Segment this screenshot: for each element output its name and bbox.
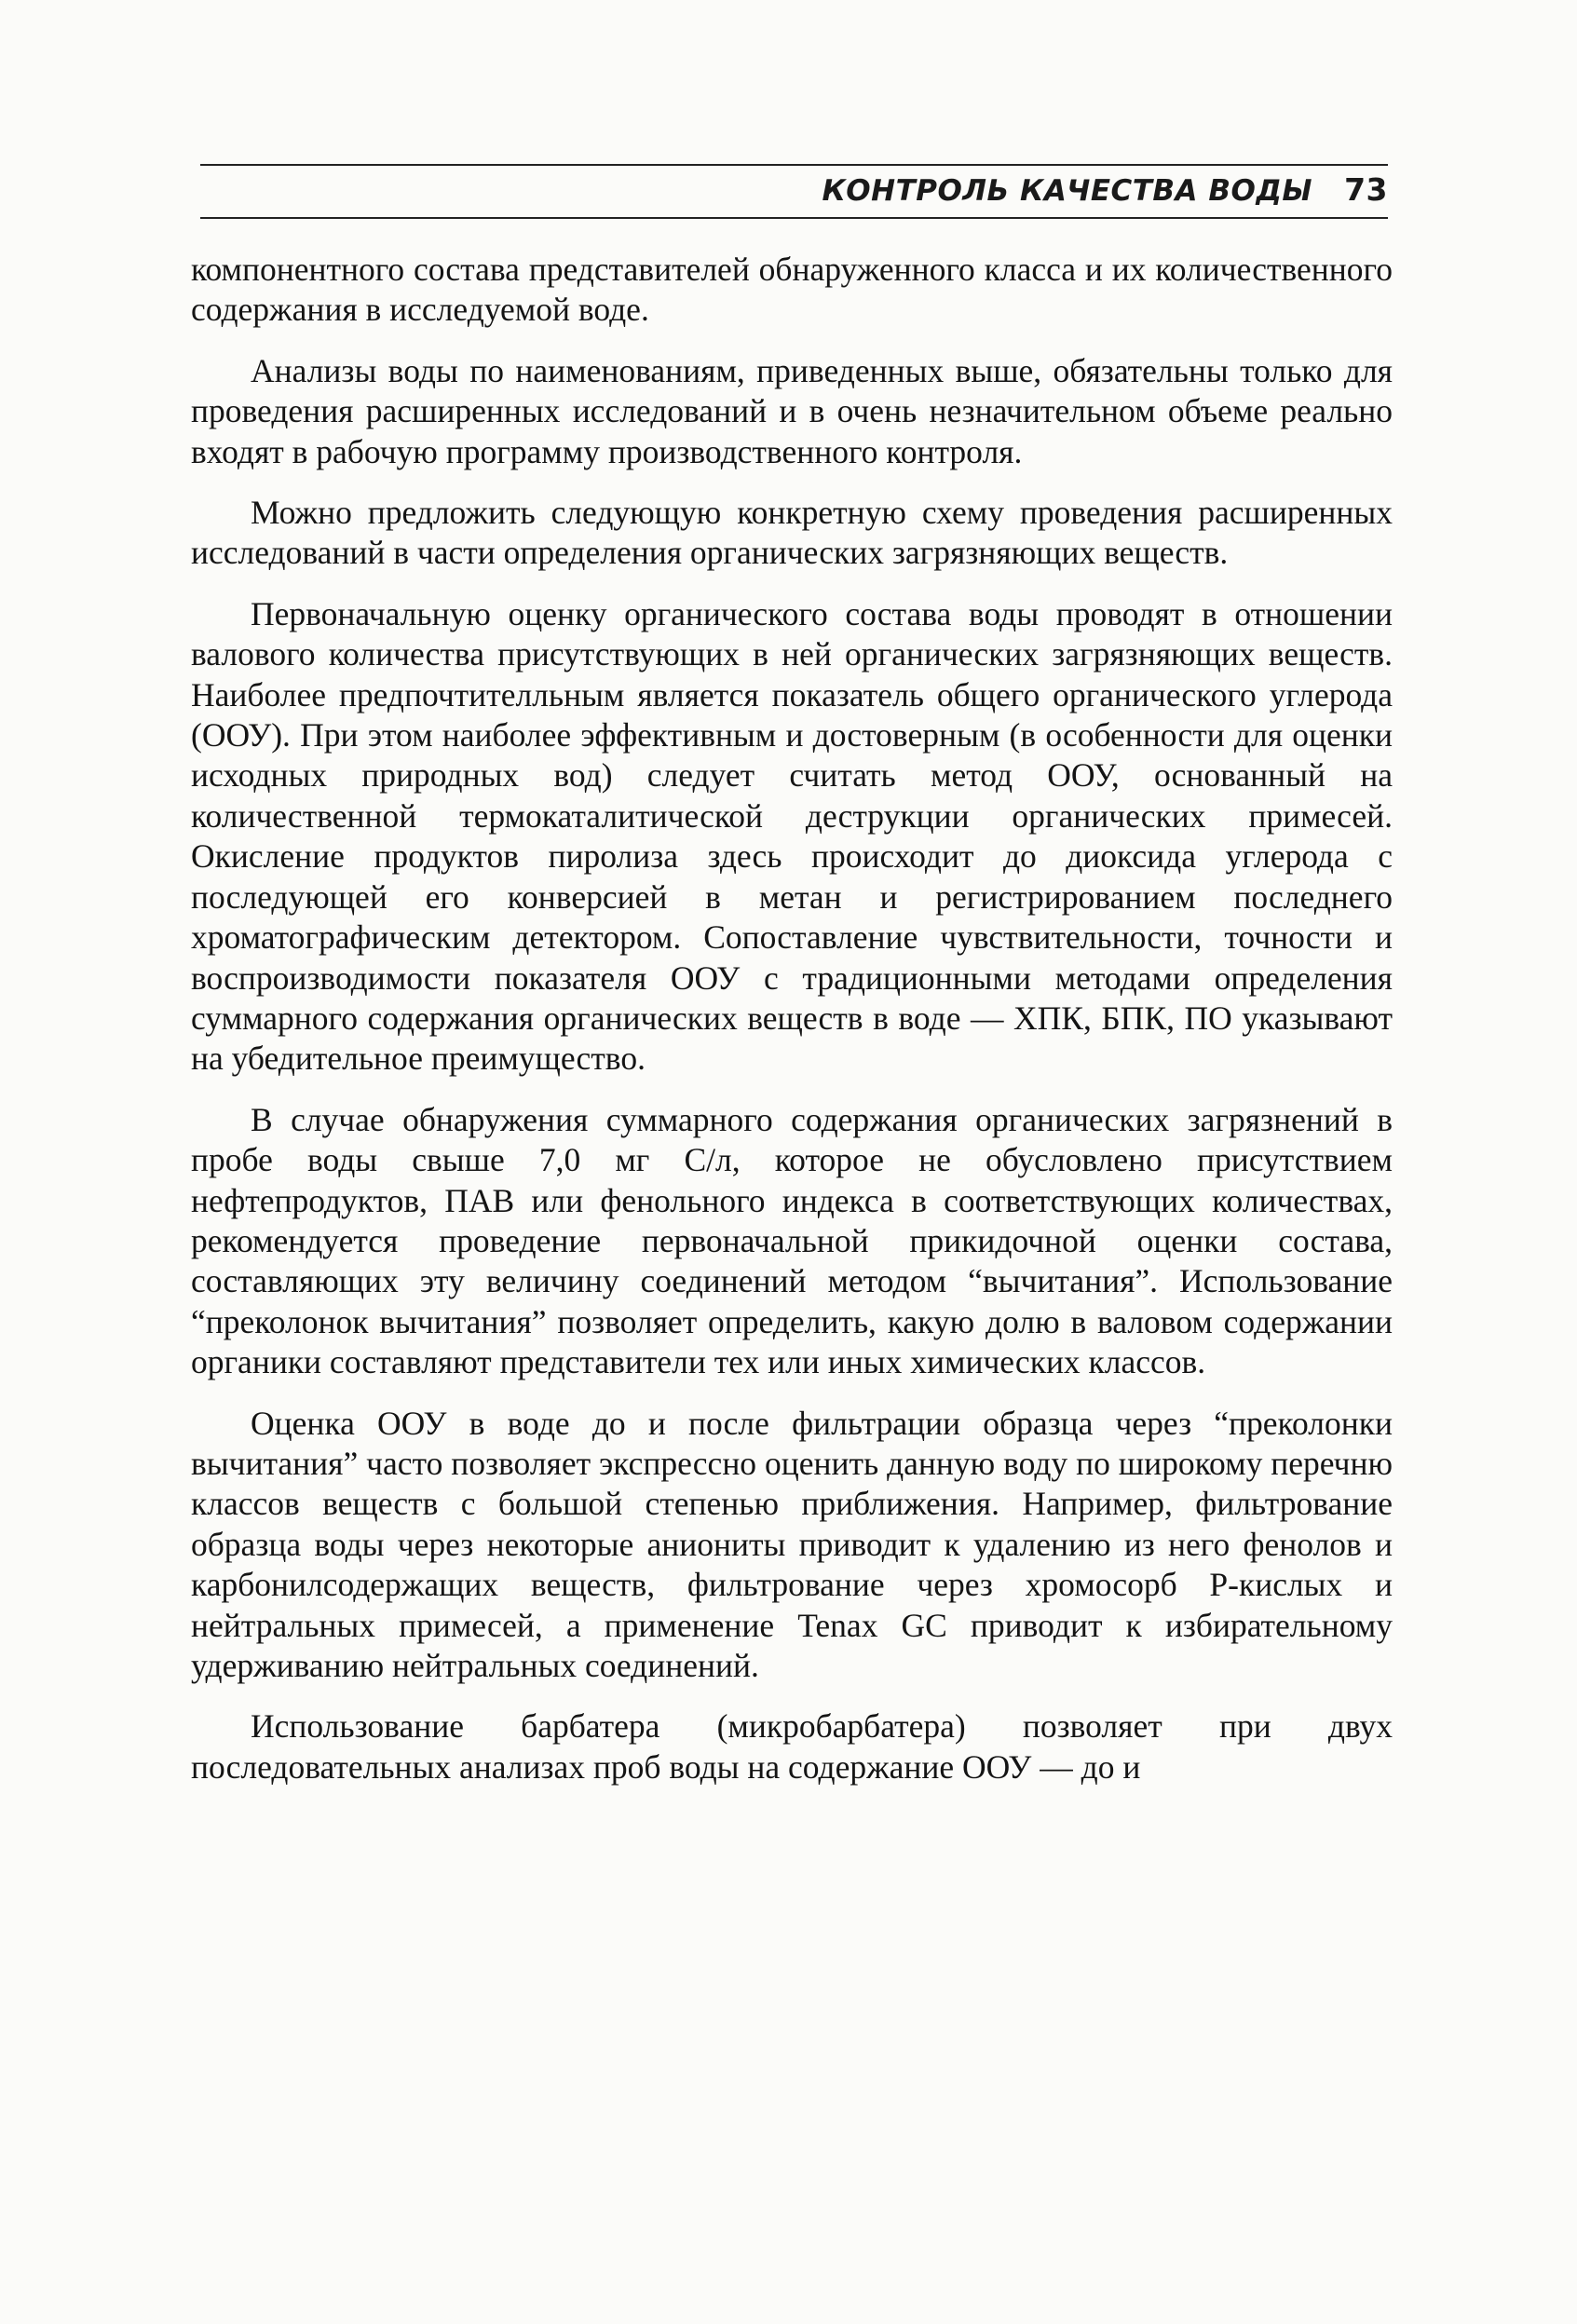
header-rule-bottom	[200, 217, 1388, 219]
running-title: КОНТРОЛЬ КАЧЕСТВА ВОДЫ	[822, 174, 1313, 208]
header-rule-top	[200, 164, 1388, 166]
paragraph-continuation: компонентного состава представителей обнаруженного класса и их количественного содержания в исследуемой воде.	[191, 251, 1393, 329]
page-number: 73	[1344, 171, 1388, 208]
paragraph: В случае обнаружения суммарного содержания органических загрязнений в пробе воды свыше 7,0 мг С/л, которое не обусловлено присутствием нефтепродуктов, ПАВ или фенольного индекса в соответствующих количествах, рекомендуется проведение первоначальной прикидочной оценки состава, составляющих эту величину соединений методом “вычитания”. Использование “преколонок вычитания” позволяет определить, какую долю в валовом содержании органики составляют представители тех или иных химических классов.	[191, 1100, 1393, 1381]
paragraph: Анализы воды по наименованиям, приведенных выше, обязательны только для проведения расширенных исследований и в очень незначительном объеме реально входят в рабочую программу производственного контроля.	[191, 351, 1393, 470]
paragraph: Использование барбатера (микробарбатера) позволяет при двух последовательных анализах проб воды на содержание ООУ — до и	[191, 1707, 1393, 1786]
body-text	[191, 250, 1393, 1808]
paragraph: Можно предложить следующую конкретную схему проведения расширенных исследований в части определения органических загрязняющих веществ.	[191, 494, 1393, 572]
running-head	[822, 171, 1388, 212]
paragraph: Оценка ООУ в воде до и после фильтрации образца через “преколонки вычитания” часто позволяет экспрессно оценить данную воду по широкому перечню классов веществ с большой степенью приближения. Например, фильтрование образца воды через некоторые аниониты приводит к удалению из него фенолов и карбонилсодержащих веществ, фильтрование через хромосорб Р-кислых и нейтральных примесей, а применение Tenax GC приводит к избирательному удерживанию нейтральных соединений.	[191, 1404, 1393, 1684]
paragraph: Первоначальную оценку органического состава воды проводят в отношении валового количества присутствующих в ней органических загрязняющих веществ. Наиболее предпочтителльным является показатель общего органического углерода (ООУ). При этом наиболее эффективным и достоверным (в особенности для оценки исходных природных вод) следует считать метод ООУ, основанный на количественной термокаталитической деструкции органических примесей. Окисление продуктов пиролиза здесь происходит до диоксида углерода с последующей его конверсией в метан и регистрированием последнего хроматографическим детектором. Сопоставление чувствительности, точности и воспроизводимости показателя ООУ с традиционными методами определения суммарного содержания органических веществ в воде — ХПК, БПК, ПО указывают на убедительное преимущество.	[191, 594, 1393, 1078]
